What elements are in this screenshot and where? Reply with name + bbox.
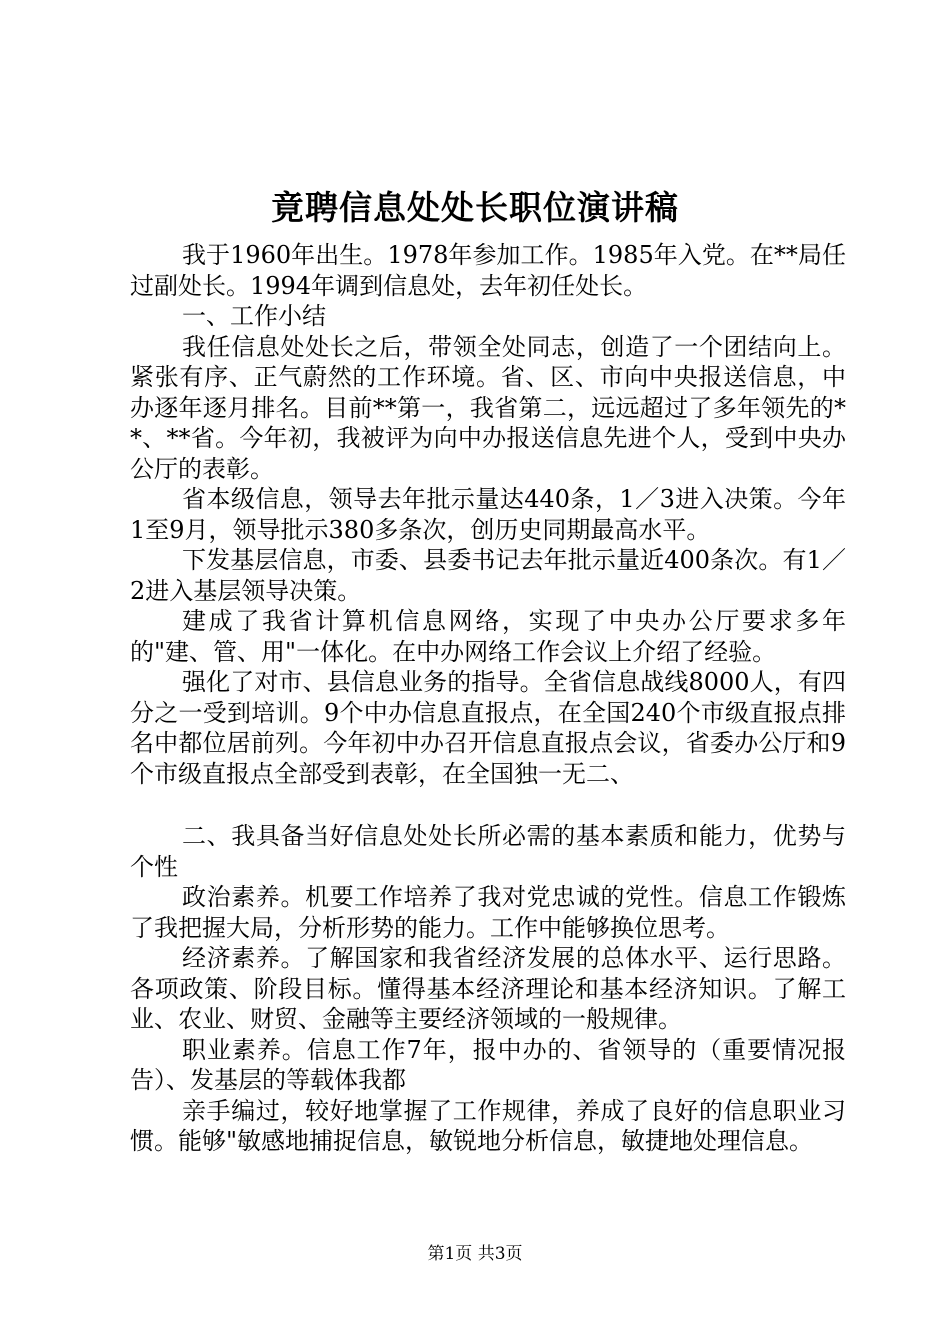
paragraph-political: 政治素养。机要工作培养了我对党忠诚的党性。信息工作锻炼了我把握大局，分析形势的能力。工作中能够换位思考。: [130, 883, 846, 942]
paragraph-grassroots-info: 下发基层信息，市委、县委书记去年批示量近400条次。有1／2进入基层领导决策。: [130, 546, 846, 605]
paragraph-achievements: 我任信息处处长之后，带领全处同志，创造了一个团结向上。紧张有序、正气蔚然的工作环境。省、区、市向中央报送信息，中办逐年逐月排名。目前**第一，我省第二，远远超过了多年领先的**、**省。今年初，我被评为向中办报送信息先进个人，受到中央办公厅的表彰。: [130, 332, 846, 483]
paragraph-intro: 我于1960年出生。1978年参加工作。1985年入党。在**局任过副处长。1994年调到信息处，去年初任处长。: [130, 241, 846, 300]
section-heading-qualities: 二、我具备当好信息处处长所必需的基本素质和能力，优势与个性: [130, 822, 846, 881]
document-body: [130, 240, 846, 1157]
paragraph-network: 建成了我省计算机信息网络，实现了中央办公厅要求多年的"建、管、用"一体化。在中办网络工作会议上介绍了经验。: [130, 607, 846, 666]
paragraph-provincial-info: 省本级信息，领导去年批示量达440条，1／3进入决策。今年1至9月，领导批示380多条次，创历史同期最高水平。: [130, 485, 846, 544]
paragraph-guidance: 强化了对市、县信息业务的指导。全省信息战线8000人，有四分之一受到培训。9个中办信息直报点，在全国240个市级直报点排名中都位居前列。今年初中办召开信息直报点会议，省委办公厅和9个市级直报点全部受到表彰，在全国独一无二、: [130, 668, 846, 788]
page-number-footer: 第1页 共3页: [427, 1244, 523, 1264]
paragraph-spacer: [130, 789, 846, 821]
document-title: 竟聘信息处处长职位演讲稿: [271, 188, 679, 227]
paragraph-professional: 职业素养。信息工作7年，报中办的、省领导的（重要情况报告）、发基层的等载体我都: [130, 1035, 846, 1094]
section-heading-work-summary: 一、工作小结: [182, 302, 326, 330]
paragraph-economic: 经济素养。了解国家和我省经济发展的总体水平、运行思路。各项政策、阶段目标。懂得基本经济理论和基本经济知识。了解工业、农业、财贸、金融等主要经济领域的一般规律。: [130, 944, 846, 1033]
paragraph-professional-cont: 亲手编过，较好地掌握了工作规律，养成了良好的信息职业习惯。能够"敏感地捕捉信息，敏锐地分析信息，敏捷地处理信息。: [130, 1096, 846, 1155]
